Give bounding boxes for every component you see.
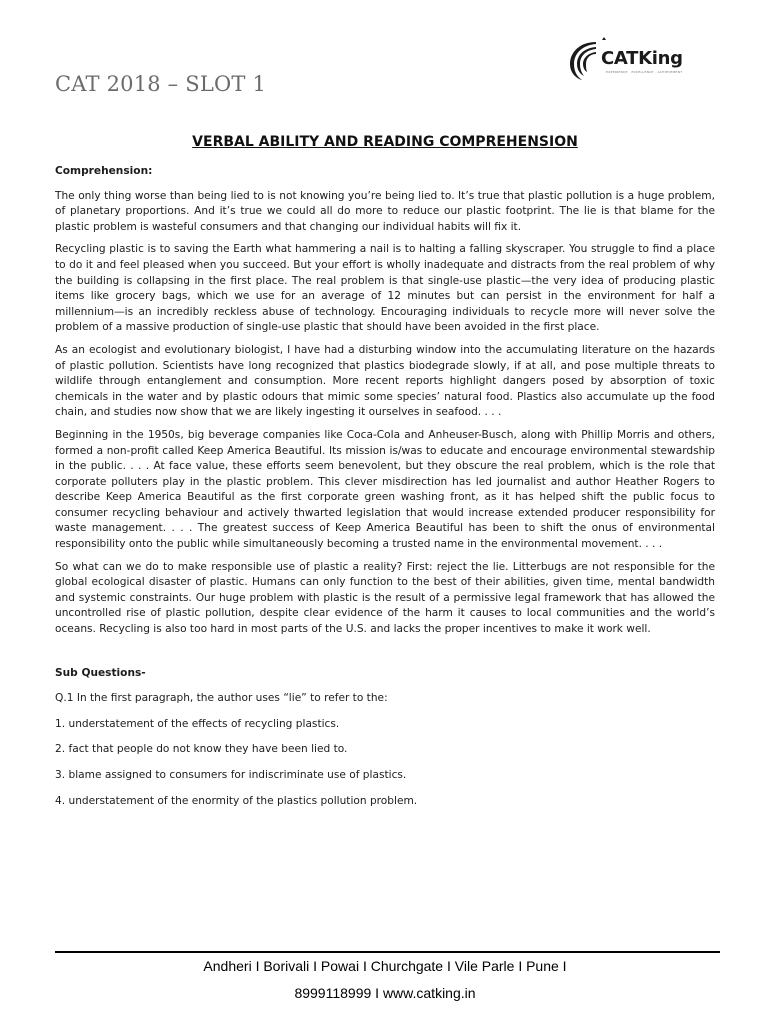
answer-option: 4. understatement of the enormity of the plastics pollution problem. — [55, 794, 418, 807]
passage-paragraph: Recycling plastic is to saving the Earth what hammering a nail is to halting a falling skyscraper. You struggle to find a place to do it and feel pleased when you succeed. But your effort is wholly inadequate and distracts from the real problem of why the building is collapsing in the first place. The real problem is that single-use plastic—the very idea of producing plastic items like grocery bags, which we use for an average of 12 minutes but can persist in the environment for half a millennium—is an incredibly reckless abuse of technology. Encouraging individuals to recycle more will never solve the problem of a massive production of single-use plastic that should have been avoided in the first place. — [55, 243, 715, 334]
answer-option: 2. fact that people do not know they have been lied to. — [55, 743, 348, 756]
passage-paragraph: The only thing worse than being lied to is not knowing you’re being lied to. It’s true that plastic pollution is a huge problem, of planetary proportions. And it’s true we could all do more to reduce our plastic footprint. The lie is that blame for the plastic problem is wasteful consumers and that changing our individual habits will fix it. — [55, 189, 715, 233]
passage-paragraph: So what can we do to make responsible use of plastic a reality? First: reject the lie. Litterbugs are not responsible for the global ecological disaster of plastic. Humans can only function to the best of their abilities, given time, mental bandwidth and systemic constraints. Our huge problem with plastic is the result of a permissive legal framework that has allowed the uncontrolled rise of plastic pollution, despite clear evidence of the harm it causes to local communities and the world’s oceans. Recycling is also too hard in most parts of the U.S. and lacks the proper incentives to make it work well. — [55, 560, 715, 636]
footer-contact: 8999118999 I www.catking.in — [294, 985, 476, 1001]
answer-option: 1. understatement of the effects of recycling plastics. — [55, 717, 340, 730]
sub-questions-label: Sub Questions- — [55, 666, 146, 679]
answer-option: 3. blame assigned to consumers for indiscriminate use of plastics. — [55, 769, 407, 781]
passage-content — [55, 164, 715, 819]
logo-tagline: EXPERIENCE · EXCELLENCE · ACHIEVEMENT — [606, 70, 683, 74]
section-title-text: VERBAL ABILITY AND READING COMPREHENSION — [192, 134, 578, 150]
comprehension-label: Comprehension: — [55, 165, 153, 177]
passage-paragraph: Beginning in the 1950s, big beverage companies like Coca-Cola and Anheuser-Busch, along with Phillip Morris and others, formed a non-profit called Keep America Beautiful. Its mission is/was to educate and encourage environmental stewardship in the public. . . . At face value, these efforts seem benevolent, but they obscure the real problem, which is the role that corporate polluters play in the plastic problem. This clever misdirection has led journalist and author Heather Rogers to describe Keep America Beautiful as the first corporate green washing front, as it has helped shift the public focus to consumer recycling behaviour and actively thwarted legislation that would increase extended producer responsibility for waste management. . . . The greatest success of Keep America Beautiful has been to shift the onus of environmental responsibility onto the public while simultaneously becoming a trusted name in the environmental movement. . . . — [55, 428, 715, 551]
exam-title: CAT 2018 – SLOT 1 — [55, 72, 267, 96]
section-title — [0, 134, 770, 150]
catking-logo — [566, 36, 696, 84]
passage-paragraph: As an ecologist and evolutionary biologist, I have had a disturbing window into the accumulating literature on the hazards of plastic pollution. Scientists have long recognized that plastics biodegrade slowly, if at all, and pose multiple threats to wildlife through entanglement and consumption. More recent reports highlight dangers posed by absorption of toxic chemicals in the water and by plastic odours that mimic some species’ natural food. Plastics also accumulate up the food chain, and studies now show that we are likely ingesting it ourselves in seafood. . . . — [55, 343, 715, 419]
footer-locations: Andheri I Borivali I Powai I Churchgate I Vile Parle I Pune I — [203, 958, 567, 974]
logo-wordmark: CATKing — [601, 48, 683, 69]
footer-divider — [55, 951, 720, 953]
question-text: Q.1 In the first paragraph, the author uses “lie” to refer to the: — [55, 692, 388, 705]
